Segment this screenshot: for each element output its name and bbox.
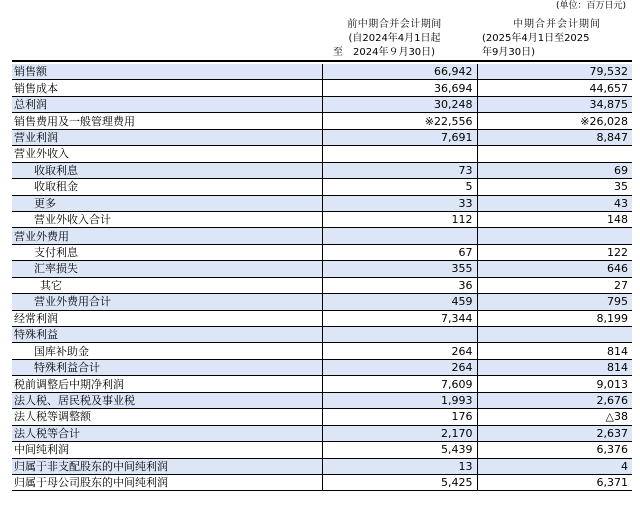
curr-period-header xyxy=(482,18,632,60)
row-label: 总利润 xyxy=(12,96,322,112)
row-label: 法人税等合计 xyxy=(12,425,322,441)
prev-period-value: 33 xyxy=(322,195,477,211)
prev-period-value: 355 xyxy=(322,261,477,277)
row-label: 营业外收入合计 xyxy=(12,211,322,227)
curr-period-value: 69 xyxy=(477,162,632,178)
table-row xyxy=(12,359,632,375)
prev-period-value: 459 xyxy=(322,294,477,310)
table-row xyxy=(12,129,632,145)
curr-period-value: 148 xyxy=(477,211,632,227)
prev-period-value: 7,691 xyxy=(322,129,477,145)
curr-period-value: 9,013 xyxy=(477,376,632,392)
curr-period-value: 2,676 xyxy=(477,392,632,408)
prev-period-value: 176 xyxy=(322,409,477,425)
curr-period-value: 6,371 xyxy=(477,474,632,490)
row-label: 营业外费用合计 xyxy=(12,294,322,310)
table-row xyxy=(12,80,632,96)
table-row xyxy=(12,294,632,310)
row-label: 销售额 xyxy=(12,64,322,80)
table-row xyxy=(12,64,632,80)
income-statement-table xyxy=(12,64,632,491)
row-label: 法人税、居民税及事业税 xyxy=(12,392,322,408)
row-label: 经常利润 xyxy=(12,310,322,326)
table-row xyxy=(12,409,632,425)
table-row xyxy=(12,343,632,359)
curr-period-value: 44,657 xyxy=(477,80,632,96)
prev-period-header xyxy=(327,18,462,60)
row-label: 收取利息 xyxy=(12,162,322,178)
curr-period-value: 122 xyxy=(477,244,632,260)
table-row xyxy=(12,96,632,112)
row-label: 汇率损失 xyxy=(12,261,322,277)
unit-note: (单位：百万日元) xyxy=(555,1,626,11)
curr-period-value: 2,637 xyxy=(477,425,632,441)
prev-period-value: 36,694 xyxy=(322,80,477,96)
prev-period-value: 5,439 xyxy=(322,442,477,458)
prev-period-value: 7,609 xyxy=(322,376,477,392)
prev-period-from: (自2024年4月1日起 xyxy=(348,33,441,44)
row-label: 营业外费用 xyxy=(12,228,322,244)
row-label: 税前调整后中期净利润 xyxy=(12,376,322,392)
table-row xyxy=(12,474,632,490)
prev-period-to: 至 2024年９月30日) xyxy=(333,47,436,58)
row-label: 其它 xyxy=(12,277,322,293)
prev-period-value: 67 xyxy=(322,244,477,260)
prev-period-value: 5,425 xyxy=(322,474,477,490)
prev-period-value xyxy=(322,228,477,244)
curr-period-value xyxy=(477,146,632,162)
table-row xyxy=(12,310,632,326)
table-row xyxy=(12,211,632,227)
curr-period-value: 646 xyxy=(477,261,632,277)
row-label: 归属于母公司股东的中间纯利润 xyxy=(12,474,322,490)
prev-period-value: 264 xyxy=(322,343,477,359)
row-label: 收取租金 xyxy=(12,179,322,195)
curr-period-value: ※26,028 xyxy=(477,113,632,129)
curr-period-value: 814 xyxy=(477,343,632,359)
table-row xyxy=(12,327,632,343)
row-label: 销售成本 xyxy=(12,80,322,96)
curr-period-value: 814 xyxy=(477,359,632,375)
row-label: 营业利润 xyxy=(12,129,322,145)
curr-period-value: 34,875 xyxy=(477,96,632,112)
prev-period-value xyxy=(322,327,477,343)
curr-period-value: 8,847 xyxy=(477,129,632,145)
curr-period-value xyxy=(477,228,632,244)
prev-period-value: 112 xyxy=(322,211,477,227)
prev-period-value: 264 xyxy=(322,359,477,375)
curr-period-value: △38 xyxy=(477,409,632,425)
table-row xyxy=(12,277,632,293)
prev-period-value: 30,248 xyxy=(322,96,477,112)
prev-period-value: 2,170 xyxy=(322,425,477,441)
curr-period-value: 4 xyxy=(477,458,632,474)
table-row xyxy=(12,458,632,474)
prev-period-value: 5 xyxy=(322,179,477,195)
table-row xyxy=(12,425,632,441)
table-row xyxy=(12,244,632,260)
table-row xyxy=(12,179,632,195)
prev-period-value: ※22,556 xyxy=(322,113,477,129)
row-label: 法人税等调整额 xyxy=(12,409,322,425)
curr-period-value: 8,199 xyxy=(477,310,632,326)
table-row xyxy=(12,392,632,408)
table-row xyxy=(12,442,632,458)
table-row xyxy=(12,228,632,244)
table-body xyxy=(12,64,632,491)
curr-period-title: 中期合并会计期间 xyxy=(513,19,601,30)
prev-period-value: 36 xyxy=(322,277,477,293)
table-row xyxy=(12,113,632,129)
table-row xyxy=(12,146,632,162)
table-row xyxy=(12,261,632,277)
curr-period-to: 年9月30日) xyxy=(482,47,535,58)
curr-period-value xyxy=(477,327,632,343)
row-label: 特殊利益 xyxy=(12,327,322,343)
curr-period-value: 6,376 xyxy=(477,442,632,458)
row-label: 国库补助金 xyxy=(12,343,322,359)
row-label: 特殊利益合计 xyxy=(12,359,322,375)
table-row xyxy=(12,195,632,211)
row-label: 中间纯利润 xyxy=(12,442,322,458)
row-label: 更多 xyxy=(12,195,322,211)
prev-period-value: 13 xyxy=(322,458,477,474)
row-label: 销售费用及一般管理费用 xyxy=(12,113,322,129)
prev-period-value: 73 xyxy=(322,162,477,178)
table-row xyxy=(12,162,632,178)
row-label: 支付利息 xyxy=(12,244,322,260)
curr-period-value: 35 xyxy=(477,179,632,195)
prev-period-value: 7,344 xyxy=(322,310,477,326)
prev-period-value xyxy=(322,146,477,162)
curr-period-value: 79,532 xyxy=(477,64,632,80)
table-header xyxy=(12,14,632,62)
curr-period-value: 27 xyxy=(477,277,632,293)
row-label: 归属于非支配股东的中间纯利润 xyxy=(12,458,322,474)
table-row xyxy=(12,376,632,392)
row-label: 营业外收入 xyxy=(12,146,322,162)
prev-period-title: 前中期合并会计期间 xyxy=(347,19,442,30)
curr-period-value: 795 xyxy=(477,294,632,310)
curr-period-value: 43 xyxy=(477,195,632,211)
prev-period-value: 1,993 xyxy=(322,392,477,408)
curr-period-from: (2025年4月1日至2025 xyxy=(482,33,590,44)
prev-period-value: 66,942 xyxy=(322,64,477,80)
